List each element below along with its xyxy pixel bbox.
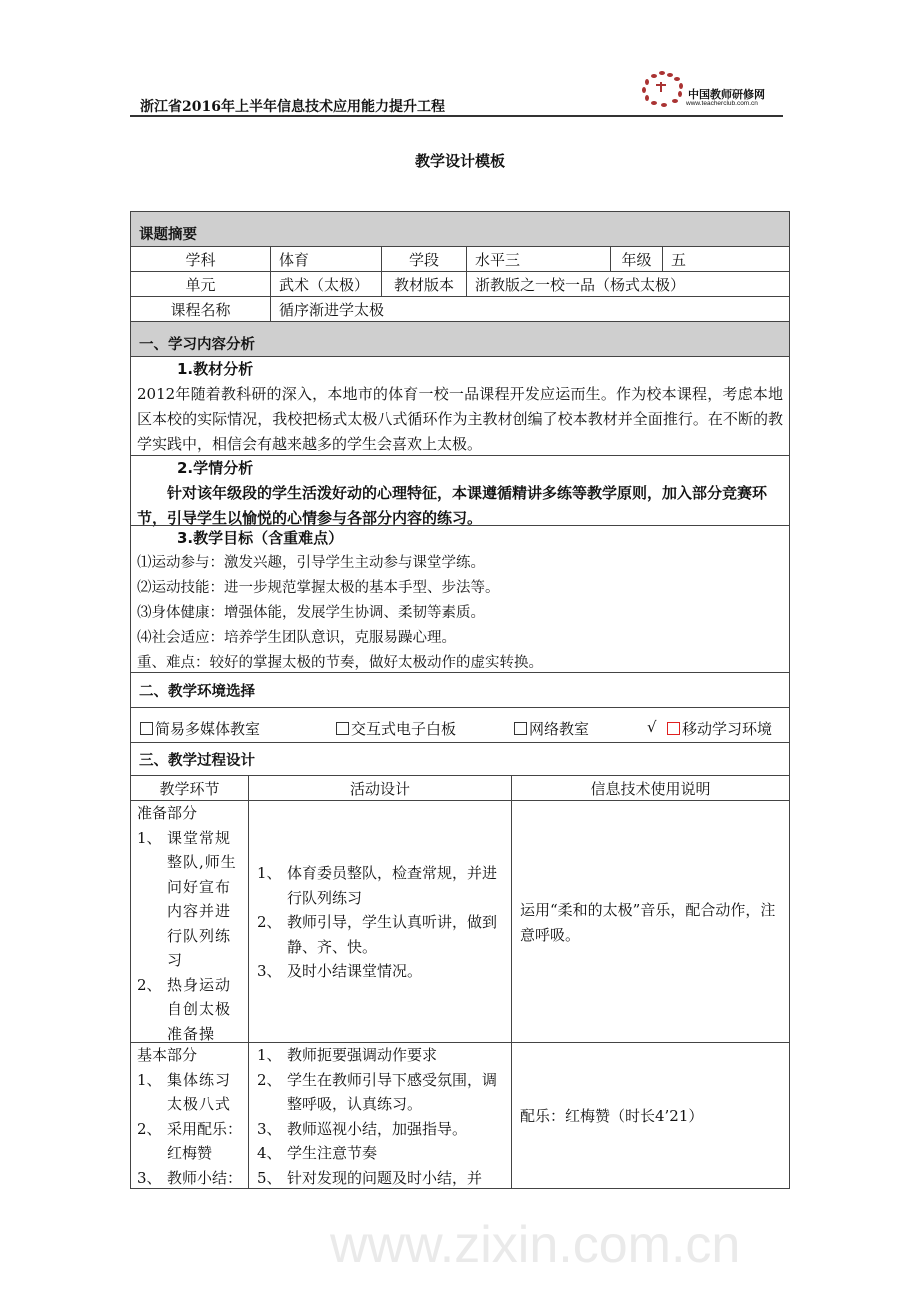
option-mobile[interactable] (667, 718, 772, 739)
section3-heading: 三、教学过程设计 (130, 742, 790, 776)
subject-label: 学科 (130, 246, 271, 272)
logo-name: 中国教师研修网 (688, 88, 765, 101)
unit-label: 单元 (130, 271, 271, 297)
option-label: 移动学习环境 (682, 720, 773, 738)
material-text: 2012年随着教科研的深入，本地市的体育一校一品课程开发应运而生。作为校本课程，考虑本地区本校的实际情况，我校把杨式太极八式循环作为主教材创编了校本教材并全面推行。在不断的教学实践中，相信会有越来越多的学生会喜欢上太极。 (137, 385, 783, 453)
stage-item: 3、 教师小结： (137, 1168, 243, 1187)
checkbox-icon[interactable] (514, 722, 527, 735)
option-network[interactable] (514, 718, 589, 739)
goal-item: ⑷社会适应：培养学生团队意识，克服易躁心理。 (137, 630, 456, 646)
col-header-tech: 信息技术使用说明 (511, 775, 790, 801)
subject-value: 体育 (270, 246, 382, 272)
col-header-stage: 教学环节 (130, 775, 249, 801)
unit-value: 武术（太极） (270, 271, 382, 297)
activity-cell-basic (248, 1042, 512, 1189)
stage-item: 1、 集体练习太极八式 (137, 1070, 232, 1113)
col-header-activity: 活动设计 (248, 775, 512, 801)
teacherclub-logo (638, 68, 788, 108)
stage-title: 准备部分 (137, 804, 198, 822)
stage-value: 水平三 (466, 246, 611, 272)
stage-cell-prep (130, 800, 249, 1043)
checkbox-icon[interactable] (667, 722, 680, 735)
activity-item: 2、 学生在教师引导下感受氛围，调整呼吸，认真练习。 (257, 1070, 498, 1113)
stage-title: 基本部分 (137, 1046, 198, 1064)
option-multimedia[interactable] (140, 718, 260, 739)
grade-value: 五 (662, 246, 790, 272)
stage-cell-basic (130, 1042, 249, 1189)
teaching-goals (130, 525, 790, 673)
option-label: 交互式电子白板 (351, 720, 457, 738)
stage-item: 2、 采用配乐：红梅赞 (137, 1119, 243, 1162)
stage-item: 1、 课堂常规整队,师生问好宣布内容并进行队列练习 (137, 828, 237, 969)
activity-item: 1、 体育委员整队，检查常规，并进行队列练习 (257, 864, 498, 907)
student-analysis (130, 455, 790, 526)
section2-heading: 二、教学环境选择 (130, 672, 790, 708)
students-text: 针对该年级段的学生活泼好动的心理特征，本课遵循精讲多练等教学原则，加入部分竞赛环节，引导学生以愉悦的心情参与各部分内容的练习。 (137, 484, 768, 527)
watermark: www.zixin.com.cn (330, 1216, 741, 1274)
page-title: 教学设计模板 (414, 152, 505, 170)
activity-cell-prep (248, 800, 512, 1043)
edition-label: 教材版本 (381, 271, 467, 297)
activity-item: 3、 及时小结课堂情况。 (257, 962, 423, 980)
course-value: 循序渐进学太极 (270, 296, 790, 322)
environment-options (130, 707, 790, 743)
activity-item: 4、 学生注意节奏 (257, 1144, 378, 1162)
stage-label: 学段 (381, 246, 467, 272)
header-org-title: 浙江省2016年上半年信息技术应用能力提升工程 (140, 99, 445, 115)
goal-item: ⑴运动参与：激发兴趣，引导学生主动参与课堂学练。 (137, 555, 485, 571)
goal-item: ⑵运动技能：进一步规范掌握太极的基本手型、步法等。 (137, 580, 500, 596)
checkbox-icon[interactable] (140, 722, 153, 735)
material-title: 1.教材分析 (177, 360, 254, 378)
activity-item: 5、 针对发现的问题及时小结，并 (257, 1168, 483, 1187)
course-label: 课程名称 (130, 296, 271, 322)
students-title: 2.学情分析 (177, 459, 254, 477)
stage-item: 2、 热身运动自创太极准备操 (137, 975, 232, 1043)
tech-cell-prep: 运用“柔和的太极”音乐，配合动作，注意呼吸。 (511, 800, 790, 1043)
option-label: 网络教室 (529, 720, 590, 738)
logo-dots-icon (638, 68, 686, 108)
option-whiteboard[interactable] (336, 718, 456, 739)
checkbox-icon[interactable] (336, 722, 349, 735)
header-divider (130, 115, 783, 117)
check-mark: √ (647, 718, 657, 736)
material-analysis (130, 356, 790, 456)
summary-heading: 课题摘要 (130, 211, 790, 247)
goal-item: ⑶身体健康：增强体能，发展学生协调、柔韧等素质。 (137, 605, 485, 621)
option-label: 简易多媒体教室 (155, 720, 261, 738)
logo-url: www.teacherclub.com.cn (686, 100, 758, 107)
activity-item: 1、 教师扼要强调动作要求 (257, 1046, 438, 1064)
tech-cell-basic: 配乐：红梅赞（时长4’21） (511, 1042, 790, 1189)
goal-key-points: 重、难点：较好的掌握太极的节奏，做好太极动作的虚实转换。 (137, 655, 543, 671)
activity-item: 2、 教师引导，学生认真听讲，做到静、齐、快。 (257, 913, 498, 956)
activity-item: 3、 教师巡视小结，加强指导。 (257, 1119, 468, 1138)
goals-title: 3.教学目标（含重难点） (177, 529, 344, 547)
section1-heading: 一、学习内容分析 (130, 321, 790, 357)
edition-value: 浙教版之一校一品（杨式太极） (466, 271, 790, 297)
grade-label: 年级 (610, 246, 663, 272)
